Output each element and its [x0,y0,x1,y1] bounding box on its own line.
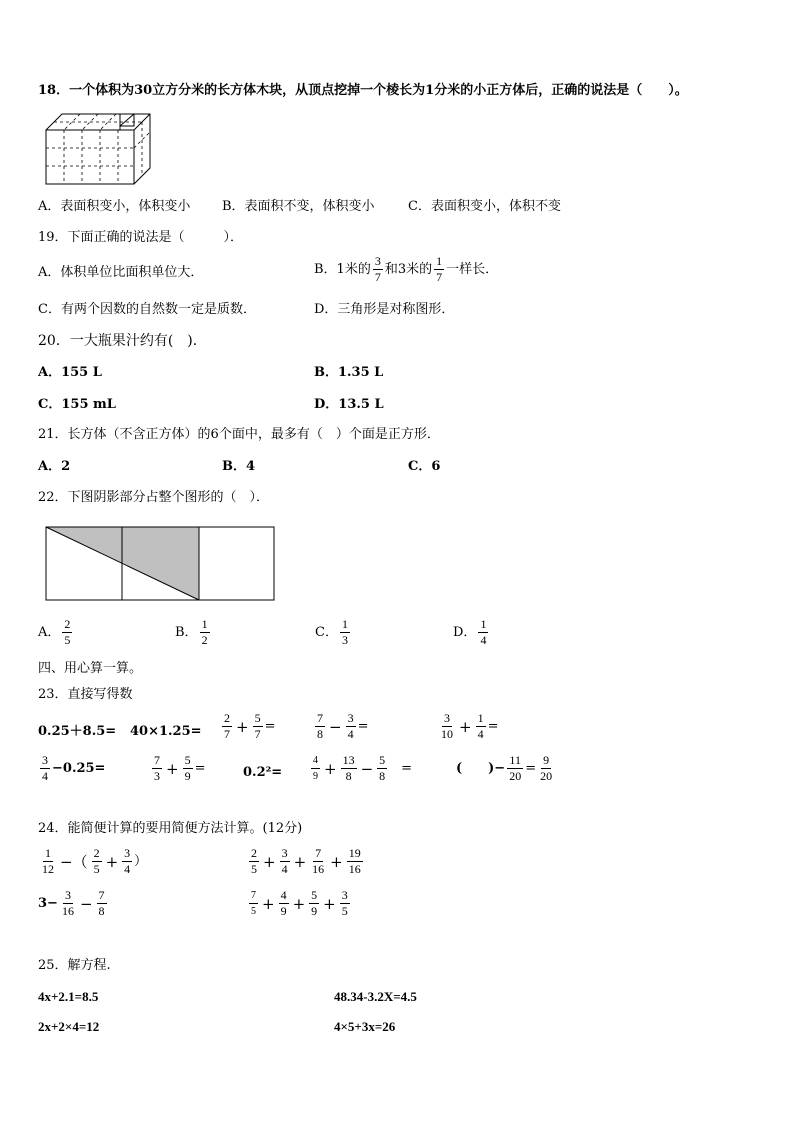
fraction: $\frac{1}{4}$ [480,617,487,647]
q23-expr-7: $\frac{7}{3}$ + $\frac{5}{9}$ = [154,753,206,783]
fraction: $\frac{1}{2}$ [201,617,208,647]
q20-option-a[interactable]: A．155 L [38,365,102,380]
fraction: $\frac{1}{7}$ [436,254,443,284]
q22-stem: 22．下图阴影部分占整个图形的（ ）． [38,490,270,505]
cuboid-figure [44,112,152,188]
q21-option-c[interactable]: C．6 [408,459,441,474]
q25-equation-3: 2x+2×4=12 [38,1019,100,1034]
q20-stem: 20．一大瓶果汁约有( )． [38,333,207,349]
q23-expr-8: 0.2²= [243,765,283,780]
q24-problem-4: $\frac{7}{5}$ + $\frac{4}{9}$ + $\frac{5}{9}$ + $\frac{3}{5}$ [251,888,348,918]
fraction: $\frac{2}{5}$ [64,617,71,647]
q24-stem: 24．能简便计算的要用简便方法计算。(12分) [38,821,303,836]
section-heading: 四、用心算一算。 [38,661,143,676]
q23-expr-9: $\frac{4}{9}$ + $\frac{13}{8}$ − $\frac{5}{8}$ = [313,753,413,783]
q20-option-c[interactable]: C．155 mL [38,397,116,412]
fraction: $\frac{3}{7}$ [374,254,381,284]
q20-option-b[interactable]: B．1.35 L [314,365,384,380]
q22-option-b[interactable]: B． $\frac{1}{2}$ [175,617,208,647]
q18-option-b[interactable]: B．表面积不变，体积变小 [222,199,375,214]
q24-problem-1: $\frac{1}{12}$ −（ $\frac{2}{5}$ + $\frac{3}{4}$ ） [42,846,148,876]
q21-option-a[interactable]: A．2 [38,459,71,474]
q23-expr-5: $\frac{3}{10}$ + $\frac{1}{4}$ = [441,711,499,741]
q19-stem: 19．下面正确的说法是（ ）． [38,230,244,245]
q19-option-b[interactable]: B．1米的 $\frac{3}{7}$ 和3米的 $\frac{1}{7}$ 一样长． [314,254,499,284]
q22-option-d[interactable]: D． $\frac{1}{4}$ [453,617,487,647]
q18-stem: 18．一个体积为30立方分米的长方体木块，从顶点挖掉一个棱长为1分米的小正方体后，正确的说法是（ ）。 [38,83,688,98]
q18-option-a[interactable]: A．表面积变小，体积变小 [38,199,191,214]
q23-expr-3: $\frac{2}{7}$ + $\frac{5}{7}$ = [224,711,276,741]
q25-equation-1: 4x+2.1=8.5 [38,989,99,1004]
q25-equation-4: 4×5+3x=26 [334,1019,396,1034]
q20-option-d[interactable]: D．13.5 L [314,397,384,412]
q19-option-c[interactable]: C．有两个因数的自然数一定是质数． [38,302,256,317]
q24-problem-3: 3− $\frac{3}{16}$ − $\frac{7}{8}$ [38,888,105,918]
q25-equation-2: 48.34-3.2X=4.5 [334,989,417,1004]
q23-stem: 23．直接写得数 [38,687,133,702]
q23-expr-1: 0.25＋8.5= [38,724,117,739]
q23-expr-4: $\frac{7}{8}$ − $\frac{3}{4}$ = [317,711,369,741]
q21-stem: 21．长方体（不含正方体）的6个面中，最多有（ ）个面是正方形． [38,427,440,442]
q21-option-b[interactable]: B．4 [222,459,256,474]
q22-option-c[interactable]: C． $\frac{1}{3}$ [315,617,348,647]
q23-expr-10: ( )− $\frac{11}{20}$ = $\frac{9}{20}$ [456,753,553,783]
fraction: $\frac{1}{3}$ [341,617,348,647]
q18-option-c[interactable]: C．表面积变小，体积不变 [408,199,561,214]
q19-option-a[interactable]: A．体积单位比面积单位大． [38,265,204,280]
q25-stem: 25．解方程. [38,958,111,973]
q19-option-d[interactable]: D．三角形是对称图形． [314,302,455,317]
q24-problem-2: $\frac{2}{5}$ + $\frac{3}{4}$ + $\frac{7}{16}$ + $\frac{19}{16}$ [251,846,361,876]
q23-expr-2: 40×1.25= [130,724,202,739]
q23-expr-6: $\frac{3}{4}$ −0.25= [42,753,106,783]
q22-option-a[interactable]: A． $\frac{2}{5}$ [38,617,71,647]
shaded-rectangle-figure [45,526,277,602]
